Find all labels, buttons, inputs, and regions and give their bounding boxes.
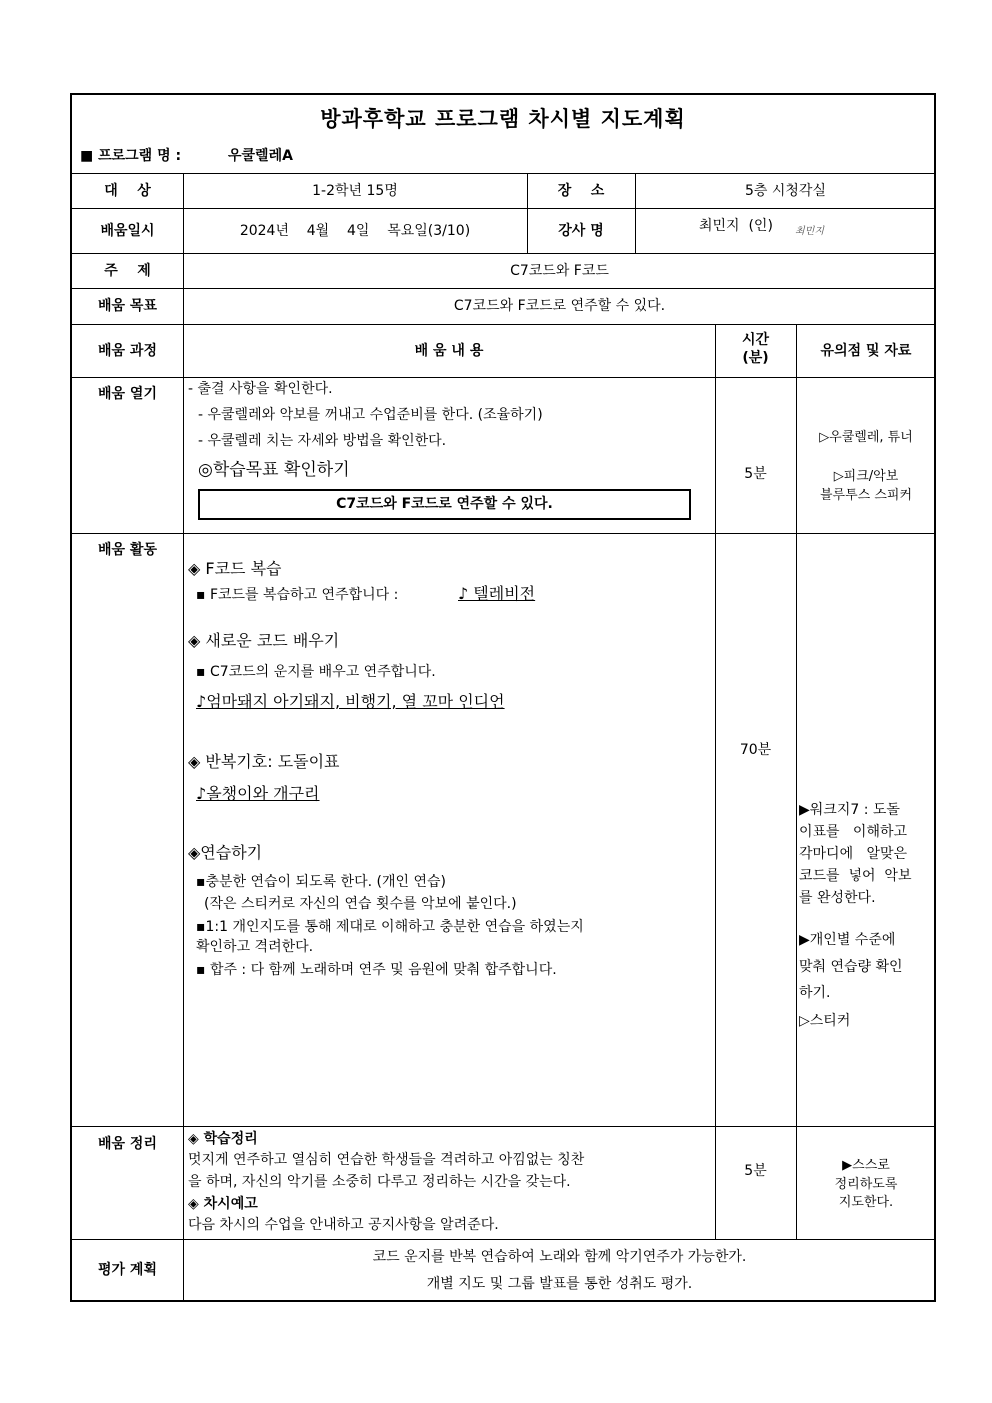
row-divider — [72, 533, 934, 534]
date-label: 배움일시 — [100, 223, 155, 239]
goal-label: 배움 목표 — [98, 298, 157, 314]
evaluation-label: 평가 계획 — [98, 1262, 157, 1278]
evaluation-line-2: 개별 지도 및 그룹 발표를 통한 성취도 평가. — [426, 1276, 693, 1292]
place-label: 장 소 — [557, 183, 605, 199]
column-divider — [715, 324, 716, 1239]
activity-note-a1: ▶워크지7 : 도돌 — [799, 802, 900, 818]
open-line-3: - 우쿨렐레 치는 자세와 방법을 확인한다. — [198, 433, 447, 449]
activity-practice-2: (작은 스티커로 자신의 연습 횟수를 악보에 붙인다.) — [204, 896, 517, 912]
row-divider — [72, 1239, 934, 1240]
teacher-signature: 최민지 — [795, 226, 824, 237]
row-divider — [72, 324, 934, 325]
open-line-1: - 출결 사항을 확인한다. — [188, 381, 333, 397]
close-line-3: 다음 차시의 수업을 안내하고 공지사항을 알려준다. — [188, 1217, 499, 1233]
evaluation-line-1: 코드 운지를 반복 연습하여 노래와 함께 악기연주가 가능한가. — [372, 1249, 747, 1265]
open-line-2: - 우쿨렐레와 악보를 꺼내고 수업준비를 한다. (조율하기) — [198, 407, 543, 423]
close-line-2: 을 하며, 자신의 악기를 소중히 다루고 정리하는 시간을 갖는다. — [188, 1174, 571, 1190]
activity-heading-1: ◈ F코드 복습 — [188, 559, 282, 578]
activity-practice-4: 확인하고 격려한다. — [196, 939, 314, 955]
topic-value: C7코드와 F코드 — [510, 263, 609, 279]
header-time-line2: (분) — [742, 350, 769, 366]
header-content: 배 움 내 용 — [414, 343, 484, 359]
activity-note-a4: 코드를 넣어 악보 — [799, 868, 912, 884]
activity-heading-2: ◈ 새로운 코드 배우기 — [188, 631, 340, 650]
goal-value: C7코드와 F코드로 연주할 수 있다. — [453, 298, 666, 314]
column-divider — [796, 324, 797, 1239]
row-divider — [72, 288, 934, 289]
row-divider — [72, 173, 934, 174]
open-label: 배움 열기 — [98, 386, 157, 402]
open-goal-heading: ◎학습목표 확인하기 — [198, 460, 350, 480]
activity-practice-1: ▪충분한 연습이 되도록 한다. (개인 연습) — [196, 874, 446, 890]
target-value: 1-2학년 15명 — [312, 183, 398, 199]
close-heading-2: ◈ 차시예고 — [188, 1196, 258, 1212]
header-time-line1: 시간 — [741, 332, 770, 348]
lesson-plan-document — [70, 93, 936, 1302]
activity-note-a3: 각마디에 알맞은 — [799, 846, 908, 862]
open-time: 5분 — [744, 466, 767, 482]
activity-song-3: ♪올챙이와 개구리 — [196, 784, 320, 803]
close-note-1: ▶스스로 — [842, 1158, 890, 1173]
date-value: 2024년 4월 4일 목요일(3/10) — [239, 223, 471, 239]
teacher-label: 강사 명 — [558, 223, 604, 239]
close-label: 배움 정리 — [98, 1136, 157, 1152]
activity-song-1: ♪ 텔레비전 — [458, 584, 536, 603]
activity-practice-5: ▪ 합주 : 다 함께 노래하며 연주 및 음원에 맞춰 합주합니다. — [196, 962, 557, 978]
activity-text-1: ▪ F코드를 복습하고 연주합니다 : — [196, 587, 399, 603]
target-label: 대 상 — [104, 183, 151, 199]
header-notes: 유의점 및 자료 — [820, 343, 912, 359]
activity-note-b1: ▶개인별 수준에 — [799, 932, 896, 948]
row-divider — [72, 1126, 934, 1127]
activity-heading-4: ◈연습하기 — [188, 843, 263, 862]
activity-time: 70분 — [739, 742, 772, 758]
header-process: 배움 과정 — [98, 343, 157, 359]
close-note-3: 지도한다. — [838, 1195, 894, 1210]
activity-note-c: ▷스티커 — [799, 1013, 851, 1029]
topic-label: 주 제 — [104, 263, 151, 279]
row-divider — [72, 208, 934, 209]
document-title: 방과후학교 프로그램 차시별 지도계획 — [320, 107, 686, 131]
program-label: ■ 프로그램 명 : — [80, 148, 182, 164]
activity-songs-2: ♪엄마돼지 아기돼지, 비행기, 열 꼬마 인디언 — [196, 692, 505, 711]
open-note-3: 블루투스 스피커 — [819, 488, 913, 503]
close-time: 5분 — [744, 1163, 767, 1179]
close-heading-1: ◈ 학습정리 — [188, 1131, 258, 1147]
activity-note-a5: 를 완성한다. — [799, 890, 876, 906]
open-note-1: ▷우쿨렐레, 튜너 — [819, 430, 913, 445]
activity-note-a2: 이표를 이해하고 — [799, 824, 908, 840]
close-note-2: 정리하도록 — [834, 1177, 898, 1192]
activity-note-b3: 하기. — [799, 985, 831, 1001]
activity-note-b2: 맞춰 연습량 확인 — [799, 959, 903, 975]
teacher-name: 최민지 (인) — [699, 218, 773, 234]
activity-text-2: ▪ C7코드의 운지를 배우고 연주합니다. — [196, 664, 436, 680]
activity-label: 배움 활동 — [98, 542, 157, 558]
activity-practice-3: ▪1:1 개인지도를 통해 제대로 이해하고 충분한 연습을 하였는지 — [196, 919, 584, 935]
place-value: 5층 시청각실 — [745, 183, 826, 199]
open-note-2: ▷피크/악보 — [833, 469, 899, 484]
row-divider — [72, 253, 934, 254]
close-line-1: 멋지게 연주하고 열심히 연습한 학생들을 격려하고 아낌없는 칭찬 — [188, 1152, 585, 1168]
row-divider — [72, 377, 934, 378]
open-goal-box: C7코드와 F코드로 연주할 수 있다. — [198, 489, 691, 520]
program-name: 우쿨렐레A — [228, 148, 293, 164]
activity-heading-3: ◈ 반복기호: 도돌이표 — [188, 752, 340, 771]
